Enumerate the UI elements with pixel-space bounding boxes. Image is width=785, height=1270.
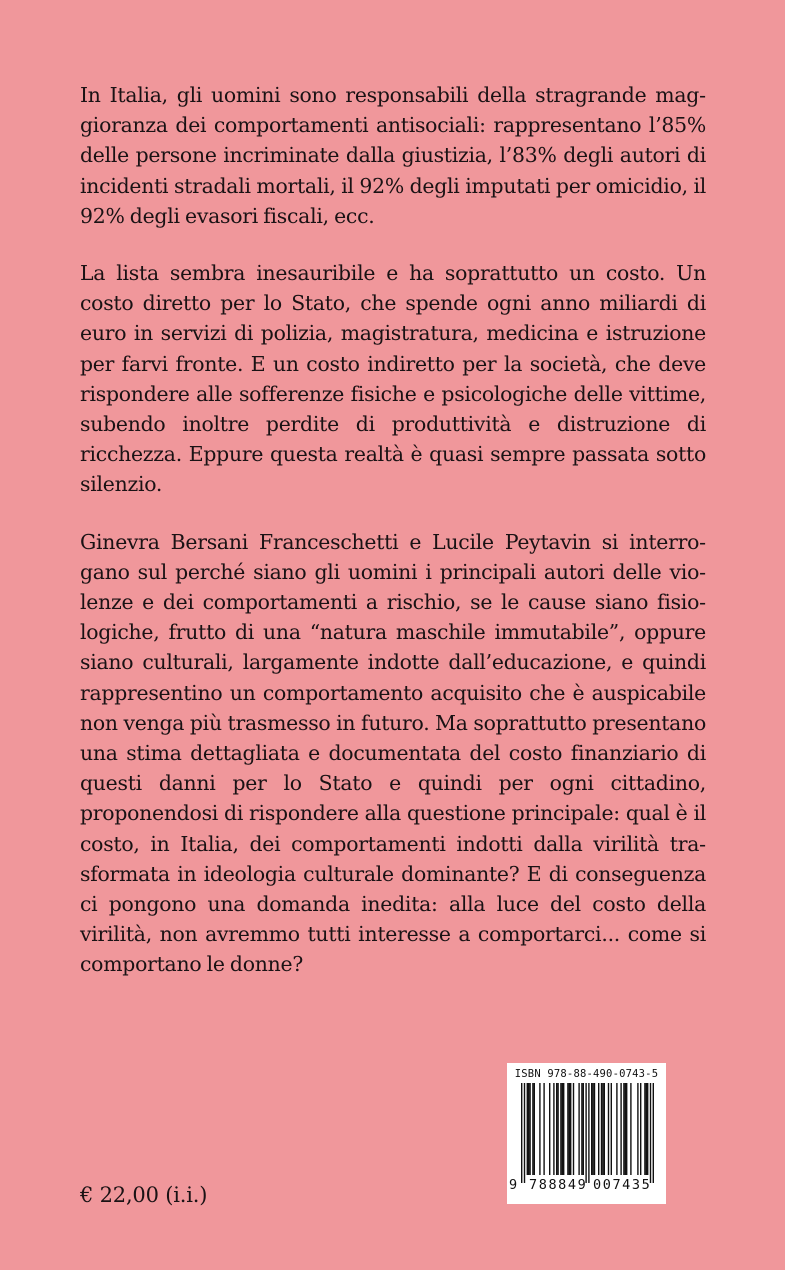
barcode-bar	[650, 1083, 651, 1183]
barcode-bar	[602, 1083, 603, 1175]
barcode-bar	[647, 1083, 648, 1175]
barcode-bar	[553, 1083, 554, 1175]
barcode-bar	[529, 1083, 530, 1175]
barcode-bar	[611, 1083, 612, 1175]
barcode-bar	[563, 1083, 564, 1175]
barcode-bar	[532, 1083, 533, 1175]
blurb-paragraph-2: La lista sembra inesauribile e ha soprattutto un costo. Un costo diretto per lo Stato, che spende ogni anno miliardi di euro in servizi di polizia, magistratura, medicina e istruzione per farvi fronte. E un costo indiretto per la società, che deve rispondere alle sofferenze fisiche e psicologiche delle vittime, subendo inoltre perdite di produttività e distruzione di ricchezza. Eppure questa realtà è quasi sempre passata sotto silenzio.	[80, 261, 706, 497]
barcode-bar	[646, 1083, 647, 1175]
barcode-bar	[567, 1083, 568, 1175]
barcode-bar	[653, 1083, 654, 1183]
barcode-bar	[620, 1083, 621, 1175]
barcode-bar	[608, 1083, 609, 1175]
barcode-bar	[560, 1083, 561, 1175]
blurb-paragraph-1: In Italia, gli uomini sono responsabili della stragrande maggioranza dei comportamenti antisociali: rappresentano l’85% delle persone incriminate dalla giustizia, l’83% degli autori di incidenti stradali mortali, il 92% degli imputati per omicidio, il 92% degli evasori fiscali, ecc.	[80, 83, 706, 228]
barcode-bar	[601, 1083, 602, 1175]
barcode-bar	[588, 1083, 589, 1183]
barcode-bar	[625, 1083, 626, 1175]
barcode-bar	[637, 1083, 638, 1175]
price-label: € 22,00 (i.i.)	[80, 1183, 208, 1207]
barcode-bar	[623, 1083, 624, 1175]
barcode-bar	[562, 1083, 563, 1175]
barcode-bar	[616, 1083, 617, 1175]
barcode-bar	[556, 1083, 557, 1175]
barcode-bar	[569, 1083, 570, 1175]
ean-right-digits: 007435	[593, 1177, 652, 1193]
ean-left-digits: 788849	[529, 1177, 588, 1193]
barcode-bar	[583, 1083, 584, 1175]
barcode-bar	[534, 1083, 535, 1175]
ean-lead-digit: 9	[509, 1177, 518, 1193]
barcode-bar	[570, 1083, 571, 1175]
barcode-bar	[598, 1083, 599, 1175]
barcode-bar	[626, 1083, 627, 1175]
barcode-bar	[524, 1083, 525, 1183]
barcode-bar	[573, 1083, 574, 1175]
isbn-number: ISBN 978-88-490-0743-5	[514, 1068, 659, 1080]
barcode-bar	[640, 1083, 641, 1175]
barcode-bar	[604, 1083, 605, 1175]
barcode-bar	[591, 1083, 592, 1175]
barcode-bar	[578, 1083, 579, 1175]
barcode-bar	[630, 1083, 631, 1175]
barcode-bar	[592, 1083, 593, 1175]
barcode-bar	[539, 1083, 540, 1175]
barcode-bar	[528, 1083, 529, 1175]
barcode-bar	[549, 1083, 550, 1175]
barcode-bar	[644, 1083, 645, 1175]
barcode-bar	[594, 1083, 595, 1175]
barcode-bars	[517, 1083, 659, 1191]
barcode-bar	[527, 1083, 528, 1175]
back-cover-blurb	[80, 80, 706, 1007]
barcode-bar	[557, 1083, 558, 1175]
barcode-bar	[585, 1083, 586, 1183]
blurb-paragraph-3: Ginevra Bersani Franceschetti e Lucile Peytavin si interrogano sul perché siano gli uomini i principali autori delle violenze e dei comportamenti a rischio, se le cause siano fisiologiche, frutto di una “natura maschile immutabile”, oppure siano culturali, largamente indotte dall’educazione, e quindi rappresentino un comportamento acquisito che è auspicabile non venga più trasmesso in futuro. Ma soprattutto presentano una stima dettagliata e documentata del costo finanziario di questi danni per lo Stato e quindi per ogni cittadino, proponendosi di rispondere alla questione principale: qual è il costo, in Italia, dei comportamenti indotti dalla virilità trasformata in ideologia culturale dominante? E di conseguenza ci pongono una domanda inedita: alla luce del costo della virilità, non avremmo tutti interesse a comportarci... come si comportano le donne?	[80, 529, 706, 977]
barcode-bar	[543, 1083, 544, 1175]
barcode-bar	[521, 1083, 522, 1183]
barcode-bar	[581, 1083, 582, 1175]
isbn-barcode	[507, 1063, 666, 1204]
